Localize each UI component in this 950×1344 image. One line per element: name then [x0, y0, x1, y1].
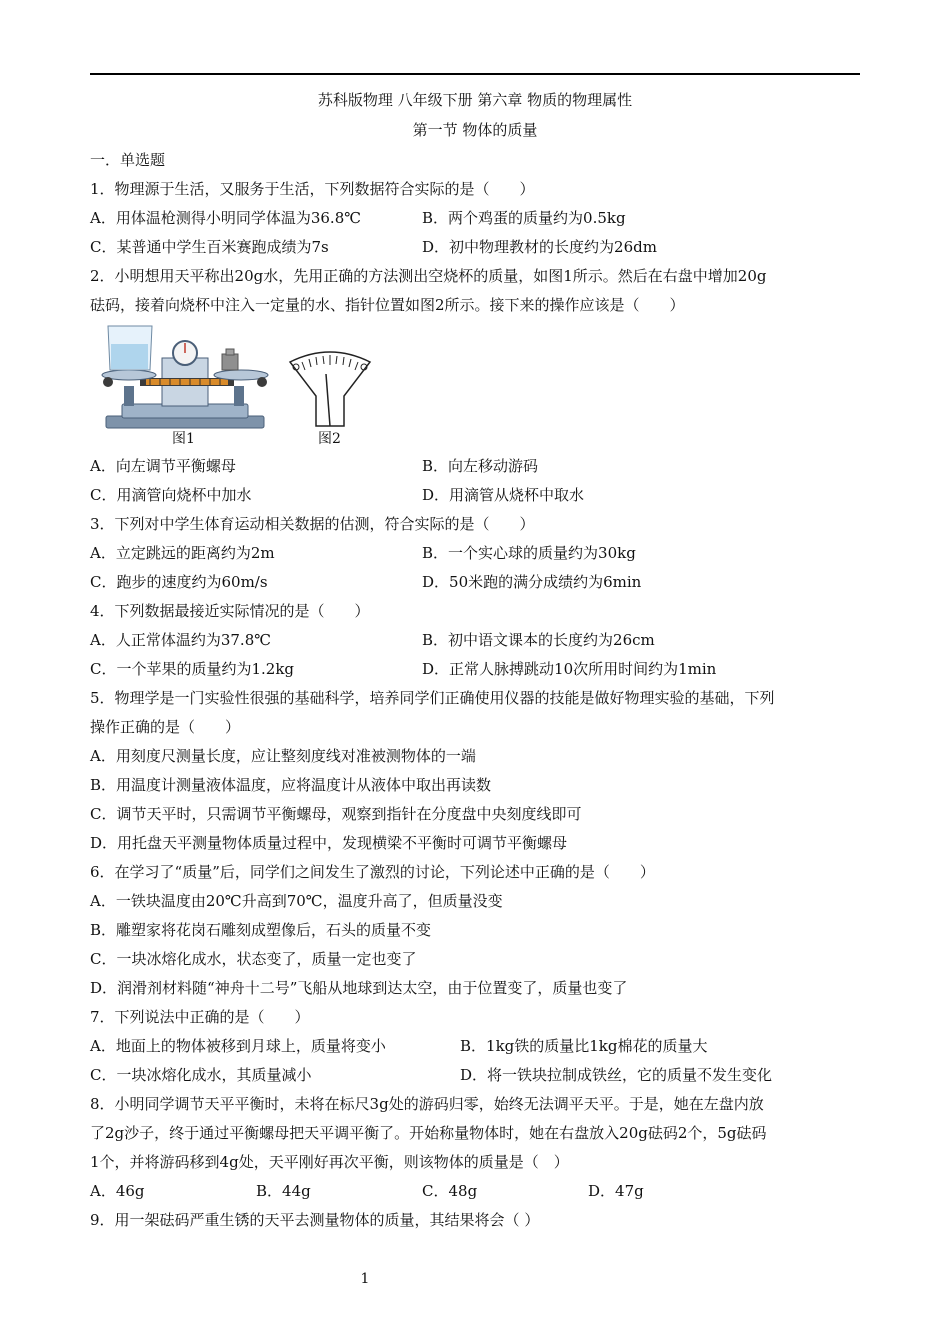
q3-option-a: A．立定跳远的距离约为2m — [90, 544, 275, 562]
q1-option-d: D．初中物理教材的长度约为26dm — [422, 238, 657, 256]
q6-option-a: A．一铁块温度由20℃升高到70℃，温度升高了，但质量没变 — [90, 892, 503, 910]
q1-options-row1 — [90, 208, 626, 228]
q1-option-a: A．用体温枪测得小明同学体温为36.8℃ — [90, 209, 362, 227]
document-title: 苏科版物理 八年级下册 第六章 物质的物理属性 — [317, 91, 633, 109]
q1-option-b: B．两个鸡蛋的质量约为0.5kg — [422, 209, 626, 227]
q7-options-row2 — [90, 1065, 773, 1085]
q8-option-c: C．48g — [422, 1182, 478, 1200]
q2-option-a: A．向左调节平衡螺母 — [90, 457, 236, 475]
q6-option-c: C．一块冰熔化成水，状态变了，质量一定也变了 — [90, 950, 417, 968]
q3-option-d: D．50米跑的满分成绩约为6min — [422, 573, 642, 591]
q4-option-b: B．初中语文课本的长度约为26cm — [422, 631, 655, 649]
q2-stem-line1: 2．小明想用天平称出20g水，先用正确的方法测出空烧杯的质量，如图1所示。然后在右盘中增加20g — [90, 267, 767, 285]
q4-options-row2 — [90, 659, 717, 679]
q6-stem: 6．在学习了“质量”后，同学们之间发生了激烈的讨论，下列论述中正确的是（ ） — [90, 863, 655, 881]
q8-stem-line3: 1个，并将游码移到4g处，天平刚好再次平衡，则该物体的质量是（ ） — [90, 1153, 569, 1171]
q5-stem-line1: 5．物理学是一门实验性很强的基础科学，培养同学们正确使用仪器的技能是做好物理实验的基础，下列 — [90, 689, 775, 707]
figure-1-caption: 图1 — [172, 431, 195, 447]
q8-stem-line1: 8．小明同学调节天平平衡时，未将在标尺3g处的游码归零，始终无法调平天平。于是，她在左盘内放 — [90, 1095, 764, 1113]
q3-stem: 3．下列对中学生体育运动相关数据的估测，符合实际的是（ ） — [90, 515, 535, 533]
q4-option-d: D．正常人脉搏跳动10次所用时间约为1min — [422, 660, 717, 678]
q9-stem: 9．用一架砝码严重生锈的天平去测量物体的质量，其结果将会（ ） — [90, 1211, 540, 1229]
q2-stem-line2: 砝码，接着向烧杯中注入一定量的水、指针位置如图2所示。接下来的操作应该是（ ） — [90, 296, 685, 314]
q3-option-c: C．跑步的速度约为60m/s — [90, 573, 268, 591]
q7-option-d: D．将一铁块拉制成铁丝，它的质量不发生变化 — [460, 1066, 773, 1084]
q2-options-row2 — [90, 485, 585, 505]
balance-scale-figure — [100, 322, 270, 430]
header-rule — [90, 73, 860, 75]
page-number: 1 — [360, 1271, 370, 1287]
pointer-dial-figure — [284, 346, 376, 428]
q6-option-d: D．润滑剂材料随“神舟十二号”飞船从地球到达太空，由于位置变了，质量也变了 — [90, 979, 628, 997]
q5-option-b: B．用温度计测量液体温度，应将温度计从液体中取出再读数 — [90, 776, 492, 794]
q4-options-row1 — [90, 630, 655, 650]
q2-option-c: C．用滴管向烧杯中加水 — [90, 486, 252, 504]
q5-option-a: A．用刻度尺测量长度，应让整刻度线对准被测物体的一端 — [90, 747, 476, 765]
figure-2-caption: 图2 — [318, 431, 341, 447]
q3-option-b: B．一个实心球的质量约为30kg — [422, 544, 636, 562]
q8-option-d: D．47g — [588, 1182, 644, 1200]
q3-options-row1 — [90, 543, 636, 563]
q5-stem-line2: 操作正确的是（ ） — [90, 718, 241, 736]
q2-options-row1 — [90, 456, 539, 476]
q6-option-b: B．雕塑家将花岗石雕刻成塑像后，石头的质量不变 — [90, 921, 432, 939]
q1-stem: 1．物理源于生活，又服务于生活，下列数据符合实际的是（ ） — [90, 180, 535, 198]
q4-option-c: C．一个苹果的质量约为1.2kg — [90, 660, 295, 678]
q4-stem: 4．下列数据最接近实际情况的是（ ） — [90, 602, 370, 620]
q1-option-c: C．某普通中学生百米赛跑成绩为7s — [90, 238, 329, 256]
q8-stem-line2: 了2g沙子，终于通过平衡螺母把天平调平衡了。开始称量物体时，她在右盘放入20g砝码2个，5g砝码 — [90, 1124, 767, 1142]
q5-option-c: C．调节天平时，只需调节平衡螺母，观察到指针在分度盘中央刻度线即可 — [90, 805, 582, 823]
q4-option-a: A．人正常体温约为37.8℃ — [90, 631, 272, 649]
section-heading: 一．单选题 — [90, 151, 166, 169]
q8-option-b: B．44g — [256, 1182, 311, 1200]
q7-option-c: C．一块冰熔化成水，其质量减小 — [90, 1066, 312, 1084]
q5-option-d: D．用托盘天平测量物体质量过程中，发现横梁不平衡时可调节平衡螺母 — [90, 834, 568, 852]
q7-options-row1 — [90, 1036, 708, 1056]
section-subtitle: 第一节 物体的质量 — [412, 121, 538, 139]
q7-option-b: B．1kg铁的质量比1kg棉花的质量大 — [460, 1037, 708, 1055]
q3-options-row2 — [90, 572, 642, 592]
q2-option-d: D．用滴管从烧杯中取水 — [422, 486, 585, 504]
q7-stem: 7．下列说法中正确的是（ ） — [90, 1008, 310, 1026]
q7-option-a: A．地面上的物体被移到月球上，质量将变小 — [90, 1037, 386, 1055]
q8-option-a: A．46g — [90, 1182, 145, 1200]
q2-option-b: B．向左移动游码 — [422, 457, 539, 475]
q1-options-row2 — [90, 237, 657, 257]
